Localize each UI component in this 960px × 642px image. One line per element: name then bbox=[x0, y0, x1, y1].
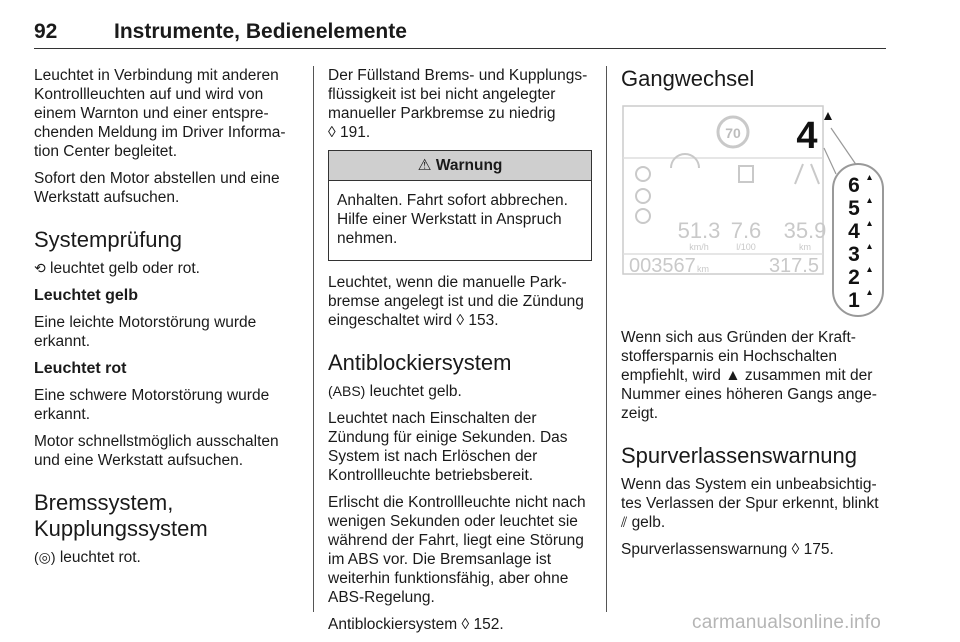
intro-paragraph: Leuchtet in Verbindung mit anderen Kontrollleuchten auf und wird von einem Warnton und einer entsprechenden Meldung im Driver Information Center begleitet. bbox=[34, 67, 286, 160]
system-check-line bbox=[34, 259, 294, 278]
lane-departure-paragraph: Wenn das System ein unbeabsichtigtes Verlassen der Spur erkennt, blinkt ⫽ gelb. bbox=[621, 476, 879, 531]
current-gear: 4 bbox=[796, 115, 818, 157]
odometer-value: 003567 bbox=[629, 255, 696, 277]
heading-leuchtet-gelb: Leuchtet gelb bbox=[34, 287, 139, 304]
warning-header bbox=[329, 151, 591, 181]
abs-paragraph-2: Erlischt die Kontrollleuchte nicht nach wenigen Sekunden oder leuchtet sie während der Fahrt, liegt eine Störung im ABS vor. Die Bremsanlage ist weiterhin funktionsfähig, aber ohne ABS-Regelung. bbox=[328, 494, 586, 606]
heading-gangwechsel: Gangwechsel bbox=[621, 66, 755, 91]
lane-departure-icon: ⫽ bbox=[621, 514, 628, 530]
gear-shift-cluster-illustration bbox=[621, 98, 886, 318]
warning-box bbox=[328, 150, 592, 261]
red-text: Eine schwere Motorstörung wurde erkannt. bbox=[34, 387, 270, 423]
gear-list-item: 1 bbox=[848, 289, 860, 312]
unit-range: km bbox=[799, 242, 811, 252]
unit-speed: km/h bbox=[689, 242, 709, 252]
engine-icon: ⟲ bbox=[34, 260, 46, 276]
upshift-paragraph: Wenn sich aus Gründen der Kraftstoffersparnis ein Hochschalten empfiehlt, wird ▲ zusammen mit der Nummer eines höheren Gangs angezeigt. bbox=[621, 329, 877, 422]
yellow-text: Eine leichte Motorstörung wurde erkannt. bbox=[34, 314, 257, 350]
odometer-unit: km bbox=[697, 264, 709, 274]
brake-fluid-paragraph: Der Füllstand Brems- und Kupplungsflüssigkeit ist bei nicht angelegter manueller Parkbremse zu niedrig ◊ 191. bbox=[328, 67, 588, 141]
brake-line bbox=[34, 548, 294, 567]
page-ref-link[interactable]: 175. bbox=[803, 541, 834, 558]
trip-value: 317.5 bbox=[768, 255, 819, 277]
gear-list-item: 6 bbox=[848, 174, 860, 197]
heading-systempruefung: Systemprüfung bbox=[34, 227, 182, 252]
parking-brake-paragraph: Leuchtet, wenn die manuelle Parkbremse angelegt ist und die Zündung eingeschaltet wird ◊ 153. bbox=[328, 274, 584, 329]
lane-ref-paragraph: Spurverlassenswarnung ◊ 175. bbox=[621, 541, 834, 558]
watermark: carmanualsonline.info bbox=[692, 612, 882, 633]
brake-icon: (◎) bbox=[34, 549, 56, 565]
speed-limit-value: 70 bbox=[725, 125, 741, 141]
brake-text: leuchtet rot. bbox=[59, 549, 141, 566]
warning-text: Anhalten. Fahrt sofort abbrechen. Hilfe einer Werkstatt in Anspruch nehmen. bbox=[337, 192, 568, 247]
page-ref-link[interactable]: 153. bbox=[468, 312, 499, 329]
page-ref-icon: ◊ bbox=[461, 616, 470, 633]
upshift-arrow-icon bbox=[824, 112, 832, 120]
page-ref-link[interactable]: 152. bbox=[473, 616, 504, 633]
abs-text: leuchtet gelb. bbox=[369, 383, 462, 400]
value-speed: 51.3 bbox=[677, 218, 721, 243]
page-number: 92 bbox=[34, 20, 58, 43]
abs-line bbox=[328, 382, 592, 401]
page-header bbox=[34, 14, 886, 49]
abs-icon: (ABS) bbox=[328, 383, 366, 399]
page-ref-icon: ◊ bbox=[791, 541, 800, 558]
column-divider-2 bbox=[606, 66, 607, 612]
page-ref-icon: ◊ bbox=[456, 312, 465, 329]
page-ref-link[interactable]: 191. bbox=[339, 124, 371, 141]
gear-list-item: 2 bbox=[848, 266, 860, 289]
value-consumption: 7.6 bbox=[730, 218, 762, 243]
heading-leuchtet-rot: Leuchtet rot bbox=[34, 360, 127, 377]
unit-consumption: l/100 bbox=[736, 242, 756, 252]
system-check-text: leuchtet gelb oder rot. bbox=[50, 260, 200, 277]
warning-triangle-icon: ⚠ bbox=[417, 157, 432, 174]
value-range: 35.9 bbox=[783, 218, 827, 243]
chapter-title: Instrumente, Bedienelemente bbox=[114, 20, 407, 43]
stop-engine-paragraph: Sofort den Motor abstellen und eine Werkstatt aufsuchen. bbox=[34, 170, 280, 206]
column-divider-1 bbox=[313, 66, 314, 612]
red-text-2: Motor schnellstmöglich ausschalten und eine Werkstatt aufsuchen. bbox=[34, 433, 279, 469]
gear-list-item: 3 bbox=[848, 243, 860, 266]
heading-bremssystem: Bremssystem, Kupplungssystem bbox=[34, 490, 208, 541]
page-ref-icon: ◊ bbox=[328, 124, 336, 141]
column-1 bbox=[34, 66, 294, 575]
warning-title: Warnung bbox=[435, 157, 503, 174]
gear-list-item: 4 bbox=[848, 220, 860, 243]
column-2 bbox=[328, 66, 592, 642]
heading-spurverlassenswarnung: Spurverlassenswarnung bbox=[621, 443, 858, 468]
heading-antiblockiersystem: Antiblockiersystem bbox=[328, 350, 512, 375]
column-3 bbox=[621, 66, 886, 567]
abs-paragraph-1: Leuchtet nach Einschalten der Zündung für einige Sekunden. Das System ist nach Erlöschen der Kontrollleuchte betriebsbereit. bbox=[328, 410, 568, 484]
gear-list-item: 5 bbox=[848, 197, 860, 220]
abs-ref-paragraph: Antiblockiersystem ◊ 152. bbox=[328, 616, 504, 633]
